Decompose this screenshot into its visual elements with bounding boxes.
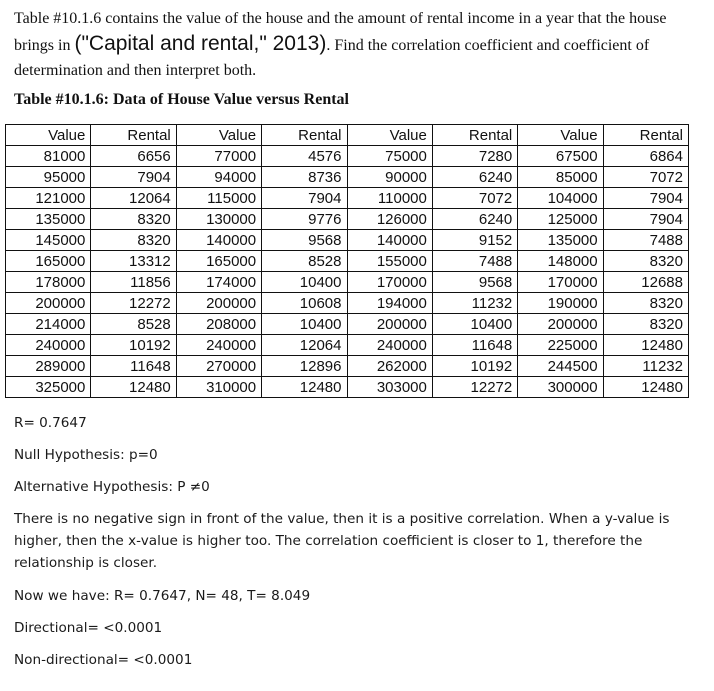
cell-rental-4: 8320	[603, 293, 688, 314]
cell-rental-2: 12480	[262, 377, 347, 398]
cell-value-3: 200000	[347, 314, 432, 335]
table-row	[6, 335, 689, 356]
header-rental-1: Rental	[91, 125, 176, 146]
header-value-2: Value	[176, 125, 261, 146]
table-row	[6, 188, 689, 209]
table-title: Table #10.1.6: Data of House Value versus Rental	[14, 91, 349, 108]
null-hypothesis: Null Hypothesis: p=0	[14, 447, 158, 463]
table-row	[6, 230, 689, 251]
cell-value-1: 121000	[6, 188, 91, 209]
cell-value-3: 140000	[347, 230, 432, 251]
problem-statement	[14, 6, 704, 83]
cell-value-3: 240000	[347, 335, 432, 356]
cell-value-1: 81000	[6, 146, 91, 167]
interpretation: There is no negative sign in front of the value, then it is a positive correlation. When a y-value is higher, then the x-value is higher too. The correlation coefficient is closer to 1, therefore the relationship is closer.	[14, 511, 670, 571]
cell-value-4: 104000	[518, 188, 603, 209]
answer-section	[14, 412, 708, 681]
cell-value-2: 310000	[176, 377, 261, 398]
cell-rental-1: 10192	[91, 335, 176, 356]
cell-rental-1: 8320	[91, 230, 176, 251]
cell-value-1: 178000	[6, 272, 91, 293]
cell-rental-3: 11648	[432, 335, 517, 356]
cell-rental-2: 9776	[262, 209, 347, 230]
header-value-4: Value	[518, 125, 603, 146]
cell-rental-1: 11856	[91, 272, 176, 293]
cell-value-4: 125000	[518, 209, 603, 230]
cell-rental-4: 11232	[603, 356, 688, 377]
cell-rental-4: 12480	[603, 377, 688, 398]
cell-rental-1: 8320	[91, 209, 176, 230]
cell-value-1: 95000	[6, 167, 91, 188]
cell-value-2: 174000	[176, 272, 261, 293]
cell-rental-4: 6864	[603, 146, 688, 167]
header-rental-3: Rental	[432, 125, 517, 146]
cell-value-1: 165000	[6, 251, 91, 272]
cell-rental-2: 10608	[262, 293, 347, 314]
cell-rental-4: 8320	[603, 251, 688, 272]
cell-rental-3: 9568	[432, 272, 517, 293]
cell-value-4: 190000	[518, 293, 603, 314]
cell-rental-3: 6240	[432, 209, 517, 230]
cell-rental-3: 12272	[432, 377, 517, 398]
cell-rental-1: 13312	[91, 251, 176, 272]
cell-value-2: 77000	[176, 146, 261, 167]
cell-value-3: 262000	[347, 356, 432, 377]
table-row	[6, 272, 689, 293]
cell-rental-2: 9568	[262, 230, 347, 251]
cell-value-3: 75000	[347, 146, 432, 167]
cell-value-1: 145000	[6, 230, 91, 251]
cell-rental-4: 7904	[603, 209, 688, 230]
cell-rental-2: 10400	[262, 314, 347, 335]
cell-rental-3: 7072	[432, 188, 517, 209]
cell-rental-4: 7072	[603, 167, 688, 188]
problem-citation: ("Capital and rental," 2013)	[74, 32, 327, 55]
cell-value-2: 130000	[176, 209, 261, 230]
header-value-3: Value	[347, 125, 432, 146]
cell-rental-3: 10192	[432, 356, 517, 377]
header-rental-2: Rental	[262, 125, 347, 146]
cell-rental-4: 7488	[603, 230, 688, 251]
cell-value-3: 155000	[347, 251, 432, 272]
cell-value-2: 115000	[176, 188, 261, 209]
cell-value-4: 135000	[518, 230, 603, 251]
cell-rental-1: 8528	[91, 314, 176, 335]
cell-rental-2: 4576	[262, 146, 347, 167]
table-row	[6, 356, 689, 377]
cell-rental-1: 12064	[91, 188, 176, 209]
cell-rental-3: 7488	[432, 251, 517, 272]
cell-value-3: 303000	[347, 377, 432, 398]
cell-value-3: 194000	[347, 293, 432, 314]
cell-value-1: 325000	[6, 377, 91, 398]
cell-value-1: 135000	[6, 209, 91, 230]
cell-value-3: 110000	[347, 188, 432, 209]
table-row	[6, 209, 689, 230]
cell-rental-1: 11648	[91, 356, 176, 377]
cell-value-2: 240000	[176, 335, 261, 356]
cell-value-2: 140000	[176, 230, 261, 251]
cell-rental-3: 7280	[432, 146, 517, 167]
table-body	[6, 146, 689, 398]
r-value: R= 0.7647	[14, 415, 87, 431]
table-row	[6, 167, 689, 188]
cell-value-4: 225000	[518, 335, 603, 356]
cell-rental-2: 8528	[262, 251, 347, 272]
cell-rental-4: 8320	[603, 314, 688, 335]
cell-value-1: 200000	[6, 293, 91, 314]
cell-rental-3: 9152	[432, 230, 517, 251]
cell-value-3: 170000	[347, 272, 432, 293]
cell-rental-3: 6240	[432, 167, 517, 188]
table-row	[6, 146, 689, 167]
problem-text-start: Table #10.1.6 contains the value of the house and the amount of rental income in a year that the house brings in	[14, 10, 667, 54]
cell-value-4: 85000	[518, 167, 603, 188]
cell-value-4: 148000	[518, 251, 603, 272]
problem-text-end: . Find the correlation coefficient and coefficient of determination and then interpret both.	[14, 37, 650, 79]
cell-value-2: 270000	[176, 356, 261, 377]
table-row	[6, 377, 689, 398]
cell-value-2: 165000	[176, 251, 261, 272]
summary-statistics: Now we have: R= 0.7647, N= 48, T= 8.049	[14, 588, 311, 604]
cell-value-3: 90000	[347, 167, 432, 188]
cell-value-2: 208000	[176, 314, 261, 335]
cell-value-2: 200000	[176, 293, 261, 314]
directional-p-value: Directional= <0.0001	[14, 620, 163, 636]
cell-rental-3: 10400	[432, 314, 517, 335]
cell-rental-2: 7904	[262, 188, 347, 209]
cell-value-4: 67500	[518, 146, 603, 167]
cell-rental-1: 6656	[91, 146, 176, 167]
cell-rental-2: 12896	[262, 356, 347, 377]
header-value-1: Value	[6, 125, 91, 146]
cell-rental-2: 12064	[262, 335, 347, 356]
non-directional-p-value: Non-directional= <0.0001	[14, 652, 193, 668]
cell-rental-2: 8736	[262, 167, 347, 188]
table-row	[6, 251, 689, 272]
cell-rental-1: 12480	[91, 377, 176, 398]
cell-rental-2: 10400	[262, 272, 347, 293]
cell-value-4: 200000	[518, 314, 603, 335]
header-rental-4: Rental	[603, 125, 688, 146]
cell-value-1: 240000	[6, 335, 91, 356]
cell-rental-4: 12480	[603, 335, 688, 356]
cell-rental-3: 11232	[432, 293, 517, 314]
cell-rental-4: 7904	[603, 188, 688, 209]
cell-value-4: 244500	[518, 356, 603, 377]
alternative-hypothesis: Alternative Hypothesis: P ≠0	[14, 479, 210, 495]
table-header-row	[6, 125, 689, 146]
cell-rental-1: 7904	[91, 167, 176, 188]
cell-value-3: 126000	[347, 209, 432, 230]
house-rental-table	[5, 124, 689, 398]
cell-value-4: 170000	[518, 272, 603, 293]
cell-value-2: 94000	[176, 167, 261, 188]
cell-rental-1: 12272	[91, 293, 176, 314]
cell-rental-4: 12688	[603, 272, 688, 293]
table-row	[6, 293, 689, 314]
cell-value-1: 214000	[6, 314, 91, 335]
cell-value-4: 300000	[518, 377, 603, 398]
cell-value-1: 289000	[6, 356, 91, 377]
table-row	[6, 314, 689, 335]
